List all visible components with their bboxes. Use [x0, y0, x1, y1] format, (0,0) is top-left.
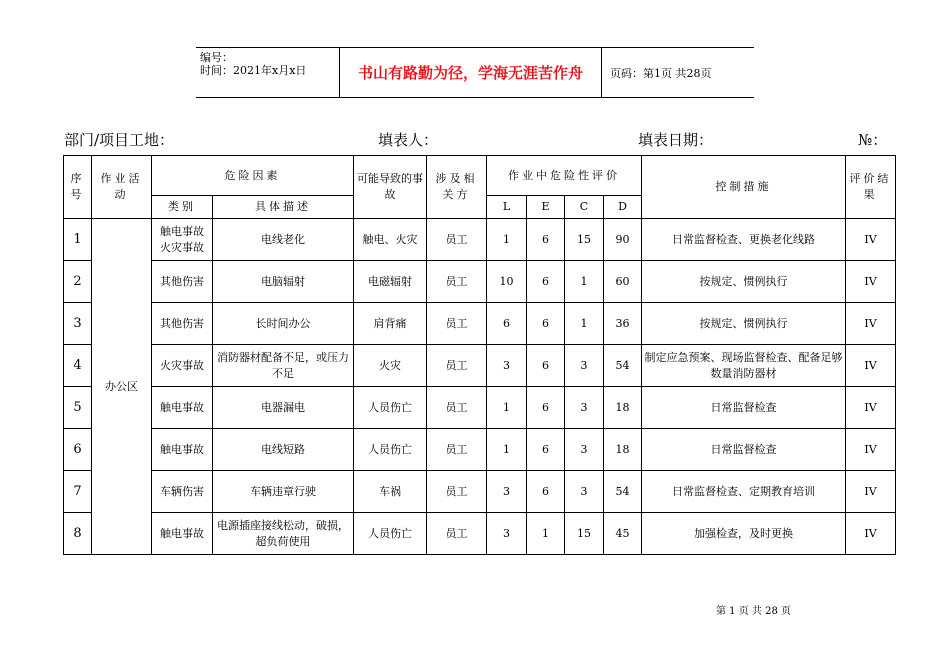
cell-control: 制定应急预案、现场监督检查、配备足够数量消防器材 [642, 345, 846, 387]
cell-type: 其他伤害 [152, 303, 213, 345]
cell-accident: 人员伤亡 [354, 387, 427, 429]
cell-E: 6 [527, 261, 565, 303]
cell-C: 15 [565, 513, 604, 555]
filler-label: 填表人： [378, 131, 439, 149]
activity-cell: 办公区 [92, 219, 152, 555]
header-D: D [604, 196, 642, 219]
cell-party: 员工 [427, 345, 487, 387]
cell-C: 15 [565, 219, 604, 261]
cell-C: 3 [565, 471, 604, 513]
cell-accident: 触电、火灾 [354, 219, 427, 261]
header-parties: 涉及相关方 [427, 156, 487, 219]
cell-result: IV [846, 345, 896, 387]
cell-party: 员工 [427, 513, 487, 555]
time-label: 时间：2021年x月x日 [200, 64, 307, 77]
table-row [64, 471, 896, 513]
risk-table [63, 155, 896, 555]
table-row [64, 387, 896, 429]
cell-type: 其他伤害 [152, 261, 213, 303]
cell-E: 6 [527, 303, 565, 345]
table-row [64, 219, 896, 261]
header-seq: 序号 [64, 156, 92, 219]
table-row [64, 303, 896, 345]
cell-C: 3 [565, 387, 604, 429]
cell-L: 6 [487, 303, 527, 345]
cell-C: 1 [565, 261, 604, 303]
cell-party: 员工 [427, 471, 487, 513]
header-row [64, 156, 896, 196]
cell-L: 3 [487, 345, 527, 387]
cell-desc: 电线老化 [213, 219, 354, 261]
cell-type: 触电事故 火灾事故 [152, 219, 213, 261]
cell-type: 车辆伤害 [152, 471, 213, 513]
cell-party: 员工 [427, 261, 487, 303]
header-E: E [527, 196, 565, 219]
table-row [64, 261, 896, 303]
cell-control: 日常监督检查、更换老化线路 [642, 219, 846, 261]
cell-control: 加强检查，及时更换 [642, 513, 846, 555]
code-label: 编号： [200, 51, 233, 64]
cell-E: 6 [527, 219, 565, 261]
table-row [64, 429, 896, 471]
cell-D: 45 [604, 513, 642, 555]
cell-accident: 人员伤亡 [354, 429, 427, 471]
header-result: 评价结果 [846, 156, 896, 219]
cell-seq: 7 [64, 471, 92, 513]
motto: 书山有路勤为径，学海无涯苦作舟 [339, 48, 602, 97]
cell-D: 54 [604, 345, 642, 387]
cell-party: 员工 [427, 303, 487, 345]
cell-desc: 电脑辐射 [213, 261, 354, 303]
cell-result: IV [846, 429, 896, 471]
cell-accident: 电磁辐射 [354, 261, 427, 303]
cell-type: 火灾事故 [152, 345, 213, 387]
cell-E: 6 [527, 429, 565, 471]
cell-E: 1 [527, 513, 565, 555]
cell-D: 60 [604, 261, 642, 303]
page-label: 页码：第1页 共28页 [610, 66, 712, 80]
cell-desc: 长时间办公 [213, 303, 354, 345]
cell-L: 1 [487, 219, 527, 261]
cell-result: IV [846, 303, 896, 345]
header-desc: 具体描述 [213, 196, 354, 219]
cell-D: 18 [604, 387, 642, 429]
page-footer: 第 1 页 共 28 页 [716, 606, 791, 617]
cell-accident: 火灾 [354, 345, 427, 387]
header-accident: 可能导致的事故 [354, 156, 427, 219]
cell-seq: 4 [64, 345, 92, 387]
cell-C: 3 [565, 345, 604, 387]
header-type: 类别 [152, 196, 213, 219]
cell-L: 3 [487, 471, 527, 513]
cell-E: 6 [527, 345, 565, 387]
header-eval: 作业中危险性评价 [487, 156, 642, 196]
cell-D: 18 [604, 429, 642, 471]
cell-type: 触电事故 [152, 429, 213, 471]
cell-D: 90 [604, 219, 642, 261]
cell-D: 54 [604, 471, 642, 513]
table-row [64, 513, 896, 555]
cell-desc: 电器漏电 [213, 387, 354, 429]
no-label: №： [858, 131, 888, 149]
date-label: 填表日期： [638, 131, 714, 149]
cell-E: 6 [527, 471, 565, 513]
cell-seq: 3 [64, 303, 92, 345]
cell-party: 员工 [427, 429, 487, 471]
cell-L: 3 [487, 513, 527, 555]
cell-seq: 1 [64, 219, 92, 261]
cell-C: 3 [565, 429, 604, 471]
cell-D: 36 [604, 303, 642, 345]
table-row [64, 345, 896, 387]
cell-L: 10 [487, 261, 527, 303]
cell-seq: 5 [64, 387, 92, 429]
header-meta [196, 48, 339, 97]
cell-result: IV [846, 513, 896, 555]
cell-desc: 电源插座接线松动，破损，超负荷使用 [213, 513, 354, 555]
header-hazard: 危险因素 [152, 156, 354, 196]
cell-accident: 车祸 [354, 471, 427, 513]
cell-seq: 6 [64, 429, 92, 471]
header-activity: 作业活动 [92, 156, 152, 219]
document-header [196, 47, 754, 98]
cell-seq: 2 [64, 261, 92, 303]
cell-L: 1 [487, 387, 527, 429]
cell-control: 日常监督检查 [642, 429, 846, 471]
cell-seq: 8 [64, 513, 92, 555]
header-control: 控制措施 [642, 156, 846, 219]
cell-C: 1 [565, 303, 604, 345]
cell-accident: 肩背痛 [354, 303, 427, 345]
cell-party: 员工 [427, 387, 487, 429]
header-L: L [487, 196, 527, 219]
cell-E: 6 [527, 387, 565, 429]
cell-result: IV [846, 471, 896, 513]
dept-label: 部门/项目工地： [64, 131, 175, 149]
cell-control: 日常监督检查 [642, 387, 846, 429]
cell-accident: 人员伤亡 [354, 513, 427, 555]
cell-result: IV [846, 387, 896, 429]
cell-result: IV [846, 261, 896, 303]
cell-desc: 车辆违章行驶 [213, 471, 354, 513]
cell-control: 按规定、惯例执行 [642, 261, 846, 303]
cell-type: 触电事故 [152, 513, 213, 555]
cell-control: 日常监督检查、定期教育培训 [642, 471, 846, 513]
header-C: C [565, 196, 604, 219]
cell-control: 按规定、惯例执行 [642, 303, 846, 345]
cell-desc: 消防器材配备不足，或压力不足 [213, 345, 354, 387]
cell-type: 触电事故 [152, 387, 213, 429]
cell-result: IV [846, 219, 896, 261]
cell-L: 1 [487, 429, 527, 471]
cell-party: 员工 [427, 219, 487, 261]
cell-desc: 电线短路 [213, 429, 354, 471]
